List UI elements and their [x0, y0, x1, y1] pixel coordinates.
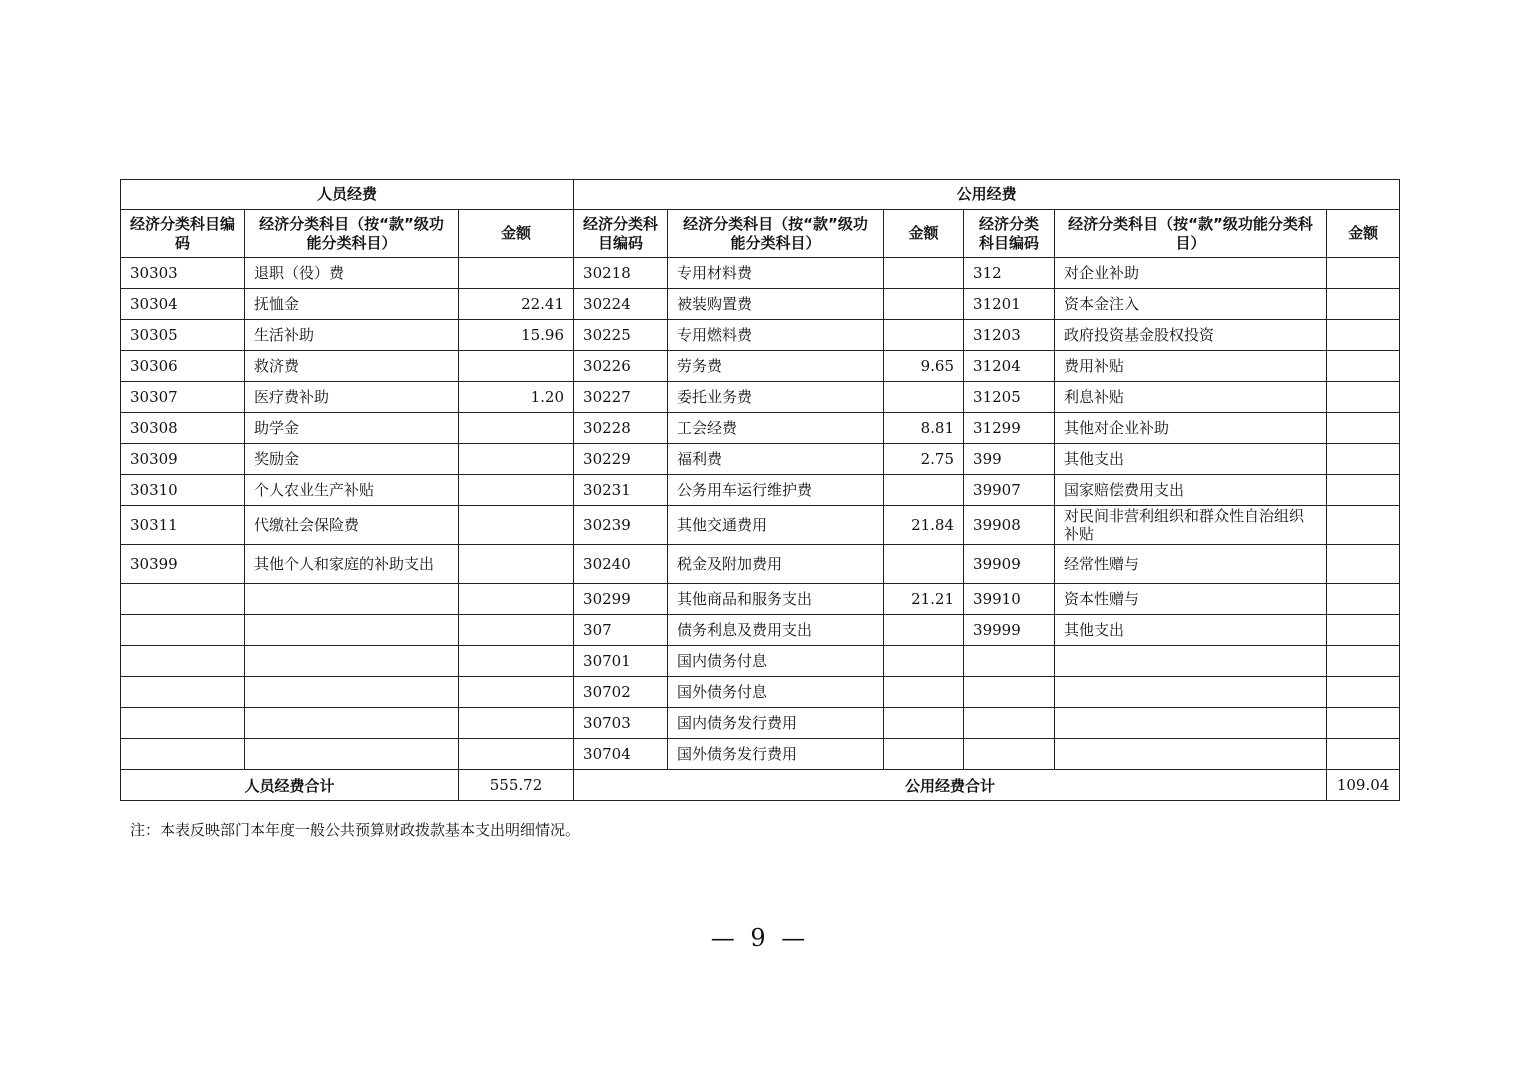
cell-public1-code: 30299 [574, 584, 668, 615]
table-row [121, 545, 1400, 584]
table-body [121, 258, 1400, 770]
cell-personnel-amount [459, 413, 574, 444]
header-public2-code: 经济分类科目编码 [964, 210, 1055, 258]
public-total-label: 公用经费合计 [574, 770, 1327, 801]
table-row [121, 646, 1400, 677]
cell-public1-name: 公务用车运行维护费 [668, 475, 884, 506]
cell-public1-code: 30218 [574, 258, 668, 289]
section-personnel: 人员经费 [121, 180, 574, 210]
cell-public1-code: 30227 [574, 382, 668, 413]
header-personnel-name: 经济分类科目（按“款”级功能分类科目） [245, 210, 459, 258]
header-personnel-code: 经济分类科目编码 [121, 210, 245, 258]
cell-personnel-code: 30304 [121, 289, 245, 320]
table-row [121, 320, 1400, 351]
cell-personnel-name: 个人农业生产补贴 [245, 475, 459, 506]
cell-public1-name: 专用材料费 [668, 258, 884, 289]
cell-public2-amount [1327, 739, 1400, 770]
cell-personnel-amount [459, 506, 574, 545]
cell-public2-name [1055, 708, 1327, 739]
cell-public1-name: 国内债务付息 [668, 646, 884, 677]
cell-personnel-name: 抚恤金 [245, 289, 459, 320]
cell-personnel-amount: 22.41 [459, 289, 574, 320]
cell-public1-amount [884, 382, 964, 413]
cell-public2-code: 39910 [964, 584, 1055, 615]
table-row [121, 258, 1400, 289]
table-row [121, 739, 1400, 770]
cell-public2-name: 其他对企业补助 [1055, 413, 1327, 444]
cell-personnel-amount [459, 677, 574, 708]
cell-public2-code: 31204 [964, 351, 1055, 382]
cell-public1-name: 专用燃料费 [668, 320, 884, 351]
table-row [121, 506, 1400, 545]
cell-public1-amount: 9.65 [884, 351, 964, 382]
cell-public2-name: 其他支出 [1055, 615, 1327, 646]
cell-personnel-code [121, 708, 245, 739]
cell-personnel-code [121, 584, 245, 615]
cell-public1-code: 30240 [574, 545, 668, 584]
cell-public1-code: 307 [574, 615, 668, 646]
header-personnel-amount: 金额 [459, 210, 574, 258]
section-public: 公用经费 [574, 180, 1400, 210]
cell-public2-name: 其他支出 [1055, 444, 1327, 475]
cell-personnel-name [245, 584, 459, 615]
cell-public1-code: 30225 [574, 320, 668, 351]
cell-personnel-code: 30305 [121, 320, 245, 351]
cell-public2-amount [1327, 382, 1400, 413]
cell-public2-amount [1327, 475, 1400, 506]
cell-public2-amount [1327, 413, 1400, 444]
cell-public1-amount: 8.81 [884, 413, 964, 444]
cell-public2-code: 39907 [964, 475, 1055, 506]
cell-personnel-name [245, 739, 459, 770]
cell-personnel-code [121, 739, 245, 770]
cell-public1-code: 30701 [574, 646, 668, 677]
page-number: — 9 — [710, 924, 810, 952]
cell-public2-amount [1327, 615, 1400, 646]
cell-public2-code: 399 [964, 444, 1055, 475]
cell-public1-amount [884, 475, 964, 506]
cell-public2-name [1055, 646, 1327, 677]
table-note: 注：本表反映部门本年度一般公共预算财政拨款基本支出明细情况。 [130, 821, 581, 839]
cell-personnel-name: 救济费 [245, 351, 459, 382]
cell-public1-name: 国外债务发行费用 [668, 739, 884, 770]
table-row [121, 289, 1400, 320]
cell-public2-code: 39909 [964, 545, 1055, 584]
cell-public2-amount [1327, 320, 1400, 351]
table-row [121, 708, 1400, 739]
cell-personnel-code: 30310 [121, 475, 245, 506]
cell-public2-amount [1327, 444, 1400, 475]
cell-public2-amount [1327, 351, 1400, 382]
table-row [121, 584, 1400, 615]
cell-personnel-amount: 1.20 [459, 382, 574, 413]
cell-personnel-name: 奖励金 [245, 444, 459, 475]
cell-public2-name [1055, 677, 1327, 708]
cell-public2-name: 资本性赠与 [1055, 584, 1327, 615]
cell-public1-amount: 21.84 [884, 506, 964, 545]
cell-personnel-amount [459, 475, 574, 506]
cell-personnel-name: 医疗费补助 [245, 382, 459, 413]
cell-public1-code: 30239 [574, 506, 668, 545]
header-public1-code: 经济分类科目编码 [574, 210, 668, 258]
cell-public2-code: 39908 [964, 506, 1055, 545]
cell-public2-code: 312 [964, 258, 1055, 289]
table-row [121, 351, 1400, 382]
cell-public2-code [964, 708, 1055, 739]
cell-public1-name: 工会经费 [668, 413, 884, 444]
cell-personnel-amount [459, 444, 574, 475]
cell-public2-name: 国家赔偿费用支出 [1055, 475, 1327, 506]
cell-personnel-name: 退职（役）费 [245, 258, 459, 289]
personnel-total-label: 人员经费合计 [121, 770, 459, 801]
cell-public1-name: 被装购置费 [668, 289, 884, 320]
cell-public1-name: 国内债务发行费用 [668, 708, 884, 739]
cell-personnel-code: 30303 [121, 258, 245, 289]
cell-personnel-name [245, 615, 459, 646]
cell-personnel-amount [459, 351, 574, 382]
cell-public2-code: 31201 [964, 289, 1055, 320]
header-public1-name: 经济分类科目（按“款”级功能分类科目） [668, 210, 884, 258]
cell-personnel-code [121, 615, 245, 646]
cell-public1-code: 30231 [574, 475, 668, 506]
cell-personnel-name: 代缴社会保险费 [245, 506, 459, 545]
totals-row [121, 770, 1400, 801]
header-public2-name: 经济分类科目（按“款”级功能分类科目） [1055, 210, 1327, 258]
cell-public1-amount [884, 289, 964, 320]
table-row [121, 677, 1400, 708]
cell-public1-amount [884, 677, 964, 708]
cell-public2-amount [1327, 584, 1400, 615]
cell-public1-code: 30702 [574, 677, 668, 708]
cell-personnel-name: 助学金 [245, 413, 459, 444]
cell-public2-code: 31203 [964, 320, 1055, 351]
cell-personnel-amount [459, 708, 574, 739]
cell-public1-name: 其他商品和服务支出 [668, 584, 884, 615]
cell-public1-code: 30704 [574, 739, 668, 770]
cell-public1-name: 国外债务付息 [668, 677, 884, 708]
table-row [121, 475, 1400, 506]
cell-public2-name: 费用补贴 [1055, 351, 1327, 382]
cell-personnel-name [245, 677, 459, 708]
cell-public1-code: 30228 [574, 413, 668, 444]
cell-personnel-amount [459, 545, 574, 584]
cell-public1-amount: 2.75 [884, 444, 964, 475]
cell-public2-name [1055, 739, 1327, 770]
cell-public2-amount [1327, 258, 1400, 289]
cell-personnel-amount [459, 646, 574, 677]
cell-public1-name: 劳务费 [668, 351, 884, 382]
cell-public1-amount [884, 320, 964, 351]
table-row [121, 444, 1400, 475]
table-row [121, 413, 1400, 444]
cell-personnel-code: 30306 [121, 351, 245, 382]
cell-public2-name: 对民间非营利组织和群众性自治组织补贴 [1055, 506, 1327, 545]
cell-public2-name: 经常性赠与 [1055, 545, 1327, 584]
cell-public2-code [964, 677, 1055, 708]
cell-public1-code: 30226 [574, 351, 668, 382]
cell-personnel-name [245, 708, 459, 739]
cell-public2-code: 39999 [964, 615, 1055, 646]
cell-public1-code: 30229 [574, 444, 668, 475]
cell-personnel-code: 30399 [121, 545, 245, 584]
cell-public2-amount [1327, 677, 1400, 708]
cell-personnel-code [121, 646, 245, 677]
cell-personnel-amount: 15.96 [459, 320, 574, 351]
header-public2-amount: 金额 [1327, 210, 1400, 258]
table-row [121, 382, 1400, 413]
cell-public2-amount [1327, 708, 1400, 739]
cell-public1-amount: 21.21 [884, 584, 964, 615]
cell-personnel-name [245, 646, 459, 677]
cell-public2-code: 31299 [964, 413, 1055, 444]
cell-public2-amount [1327, 646, 1400, 677]
cell-personnel-code: 30308 [121, 413, 245, 444]
cell-personnel-amount [459, 615, 574, 646]
cell-public1-amount [884, 646, 964, 677]
cell-public1-amount [884, 258, 964, 289]
cell-public1-amount [884, 739, 964, 770]
cell-public1-name: 福利费 [668, 444, 884, 475]
public-total-value: 109.04 [1327, 770, 1400, 801]
cell-personnel-name: 其他个人和家庭的补助支出 [245, 545, 459, 584]
cell-public1-amount [884, 708, 964, 739]
cell-public2-name: 利息补贴 [1055, 382, 1327, 413]
cell-personnel-amount [459, 258, 574, 289]
cell-public2-amount [1327, 545, 1400, 584]
cell-personnel-amount [459, 739, 574, 770]
cell-personnel-code: 30311 [121, 506, 245, 545]
cell-public1-name: 委托业务费 [668, 382, 884, 413]
table-row [121, 615, 1400, 646]
cell-public2-name: 资本金注入 [1055, 289, 1327, 320]
cell-public2-code [964, 646, 1055, 677]
cell-public2-name: 政府投资基金股权投资 [1055, 320, 1327, 351]
cell-public2-code: 31205 [964, 382, 1055, 413]
cell-public2-amount [1327, 289, 1400, 320]
cell-public1-amount [884, 615, 964, 646]
cell-public1-name: 其他交通费用 [668, 506, 884, 545]
cell-personnel-amount [459, 584, 574, 615]
cell-personnel-code: 30307 [121, 382, 245, 413]
cell-personnel-name: 生活补助 [245, 320, 459, 351]
cell-public1-name: 债务利息及费用支出 [668, 615, 884, 646]
cell-public1-name: 税金及附加费用 [668, 545, 884, 584]
cell-personnel-code [121, 677, 245, 708]
cell-personnel-code: 30309 [121, 444, 245, 475]
budget-detail-table [120, 179, 1400, 801]
cell-public1-amount [884, 545, 964, 584]
cell-public2-name: 对企业补助 [1055, 258, 1327, 289]
cell-public2-code [964, 739, 1055, 770]
header-public1-amount: 金额 [884, 210, 964, 258]
cell-public1-code: 30224 [574, 289, 668, 320]
personnel-total-value: 555.72 [459, 770, 574, 801]
cell-public1-code: 30703 [574, 708, 668, 739]
cell-public2-amount [1327, 506, 1400, 545]
